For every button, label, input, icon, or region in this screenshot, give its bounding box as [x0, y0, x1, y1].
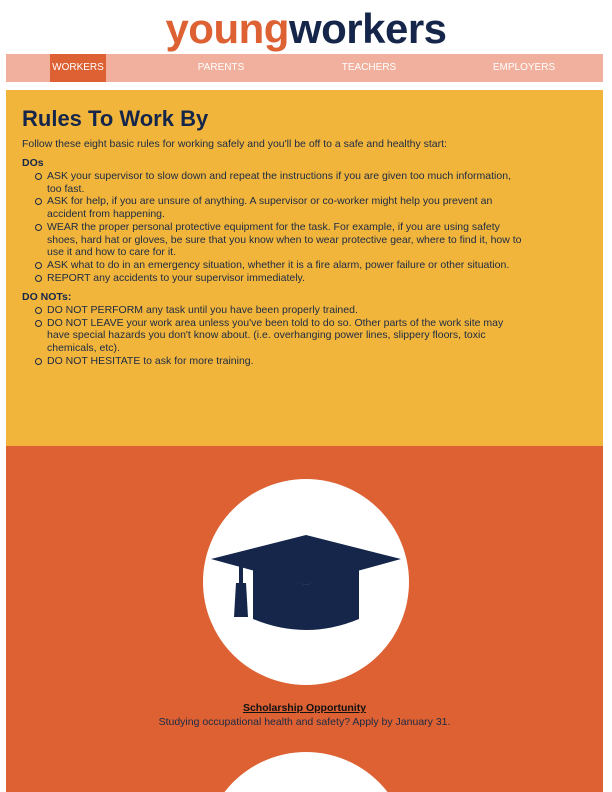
- circle-bullet-icon: [35, 262, 42, 269]
- scholarship-link[interactable]: Scholarship Opportunity: [242, 702, 367, 714]
- circle-bullet-icon: [35, 320, 42, 327]
- graduation-cap-icon: [203, 479, 409, 685]
- logo-workers: workers: [288, 5, 447, 52]
- nav-employers[interactable]: EMPLOYERS: [492, 62, 556, 73]
- scholarship-text: Studying occupational health and safety? Apply by January 31.: [158, 716, 451, 728]
- rules-title: Rules To Work By: [22, 106, 209, 131]
- circle-bullet-icon: [35, 358, 42, 365]
- logo-young: young: [165, 5, 289, 52]
- next-feature-circle[interactable]: [203, 752, 409, 792]
- list-item: ASK your supervisor to slow down and repeat the instructions if you are given too much information, too fast.: [32, 170, 522, 195]
- main-nav: [6, 54, 603, 82]
- list-item: DO NOT LEAVE your work area unless you've been told to do so. Other parts of the work site may have special hazards you don't know about. (i.e. overhanging power lines, slippery floors, toxic chemicals, etc).: [32, 317, 522, 355]
- circle-bullet-icon: [35, 275, 42, 282]
- list-item: DO NOT PERFORM any task until you have been properly trained.: [32, 304, 522, 317]
- rules-intro: Follow these eight basic rules for working safely and you'll be off to a safe and healthy start:: [22, 138, 447, 150]
- list-item: REPORT any accidents to your supervisor immediately.: [32, 272, 522, 285]
- dos-list: [32, 170, 522, 284]
- list-item: DO NOT HESITATE to ask for more training.: [32, 355, 522, 368]
- circle-bullet-icon: [35, 224, 42, 231]
- circle-bullet-icon: [35, 173, 42, 180]
- list-item: ASK for help, if you are unsure of anything. A supervisor or co-worker might help you prevent an accident from happening.: [32, 195, 522, 220]
- list-item: WEAR the proper personal protective equipment for the task. For example, if you are using safety shoes, hard hat or gloves, be sure that you know when to wear protective gear, where to find it, how to use it and how to care for it.: [32, 221, 522, 259]
- scholarship-icon-circle[interactable]: [203, 479, 409, 685]
- nav-teachers[interactable]: TEACHERS: [341, 62, 397, 73]
- donts-heading: DO NOTs:: [22, 291, 72, 303]
- rules-section: [6, 90, 603, 446]
- donts-list: [32, 304, 522, 368]
- nav-workers[interactable]: WORKERS: [50, 54, 106, 82]
- dos-heading: DOs: [22, 157, 44, 169]
- list-item: ASK what to do in an emergency situation, whether it is a fire alarm, power failure or other situation.: [32, 259, 522, 272]
- circle-bullet-icon: [35, 307, 42, 314]
- scholarship-section: [6, 446, 603, 792]
- circle-bullet-icon: [35, 198, 42, 205]
- nav-parents[interactable]: PARENTS: [197, 62, 245, 73]
- site-logo[interactable]: [0, 4, 612, 54]
